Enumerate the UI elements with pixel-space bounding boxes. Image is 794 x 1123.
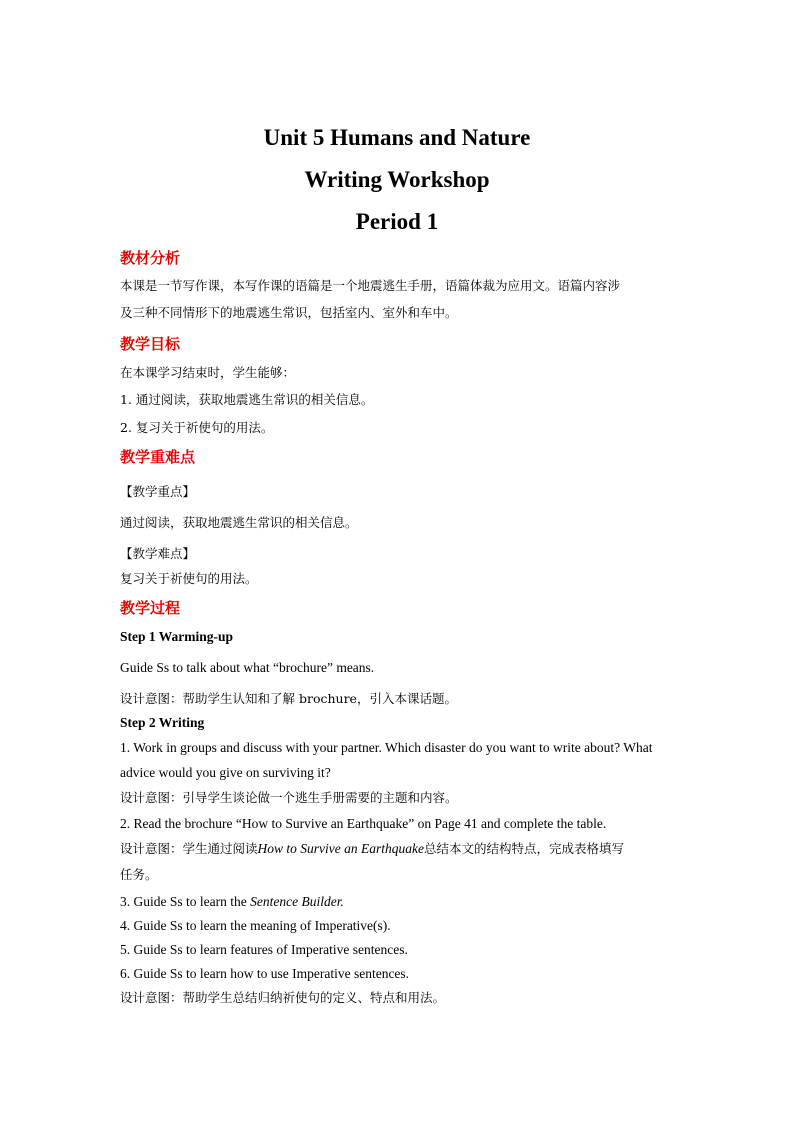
objective-item-1: 1. 通过阅读，获取地震逃生常识的相关信息。: [120, 392, 374, 407]
step2-intent2-line2: 任务。: [120, 867, 158, 882]
step2-item5: 5. Guide Ss to learn features of Imperative sentences.: [120, 942, 408, 957]
step2-item2: 2. Read the brochure “How to Survive an Earthquake” on Page 41 and complete the table.: [120, 816, 607, 831]
key-points-heading: 教学重难点: [120, 448, 196, 466]
step2-title: Step 2 Writing: [120, 715, 205, 730]
step2-item3-prefix: 3. Guide Ss to learn the: [120, 894, 251, 909]
step2-intent2: [120, 840, 680, 858]
step2-item1-line2: advice would you give on surviving it?: [120, 765, 331, 780]
step1-text: Guide Ss to talk about what “brochure” means.: [120, 660, 375, 675]
step2-item1-line1: 1. Work in groups and discuss with your partner. Which disaster do you want to write about? What: [120, 740, 653, 755]
step2-intent1: 设计意图：引导学生谈论做一个逃生手册需要的主题和内容。: [120, 790, 458, 805]
objectives-heading: 教学目标: [120, 335, 181, 353]
step2-intent2-suffix: 总结本文的结构特点，完成表格填写: [424, 841, 625, 856]
analysis-heading: 教材分析: [120, 249, 181, 267]
difficulty-label: 【教学难点】: [120, 546, 196, 561]
step2-intent3: 设计意图：帮助学生总结归纳祈使句的定义、特点和用法。: [120, 990, 446, 1005]
step2-item3: [120, 893, 680, 911]
difficulty-text: 复习关于祈使句的用法。: [120, 571, 258, 586]
period-title: Period 1: [355, 209, 439, 234]
focus-label: 【教学重点】: [120, 484, 196, 499]
process-heading: 教学过程: [120, 599, 181, 617]
step2-item4: 4. Guide Ss to learn the meaning of Imperative(s).: [120, 918, 391, 933]
workshop-title: Writing Workshop: [304, 167, 490, 192]
analysis-text-line1: 本课是一节写作课，本写作课的语篇是一个地震逃生手册，语篇体裁为应用文。语篇内容涉: [120, 278, 621, 293]
objective-item-2: 2. 复习关于祈使句的用法。: [120, 420, 274, 435]
step2-intent2-title: How to Survive an Earthquake: [257, 841, 424, 856]
objectives-intro: 在本课学习结束时，学生能够：: [120, 365, 296, 380]
step2-item3-italic: Sentence Builder.: [250, 894, 344, 909]
step1-intent: 设计意图：帮助学生认知和了解 brochure，引入本课话题。: [120, 691, 457, 706]
step2-intent2-prefix: 设计意图：学生通过阅读: [120, 841, 258, 856]
analysis-text-line2: 及三种不同情形下的地震逃生常识，包括室内、室外和车中。: [120, 305, 458, 320]
step1-title: Step 1 Warming-up: [120, 629, 234, 644]
focus-text: 通过阅读，获取地震逃生常识的相关信息。: [120, 515, 358, 530]
step2-item6: 6. Guide Ss to learn how to use Imperative sentences.: [120, 966, 410, 981]
unit-title: Unit 5 Humans and Nature: [263, 125, 531, 150]
